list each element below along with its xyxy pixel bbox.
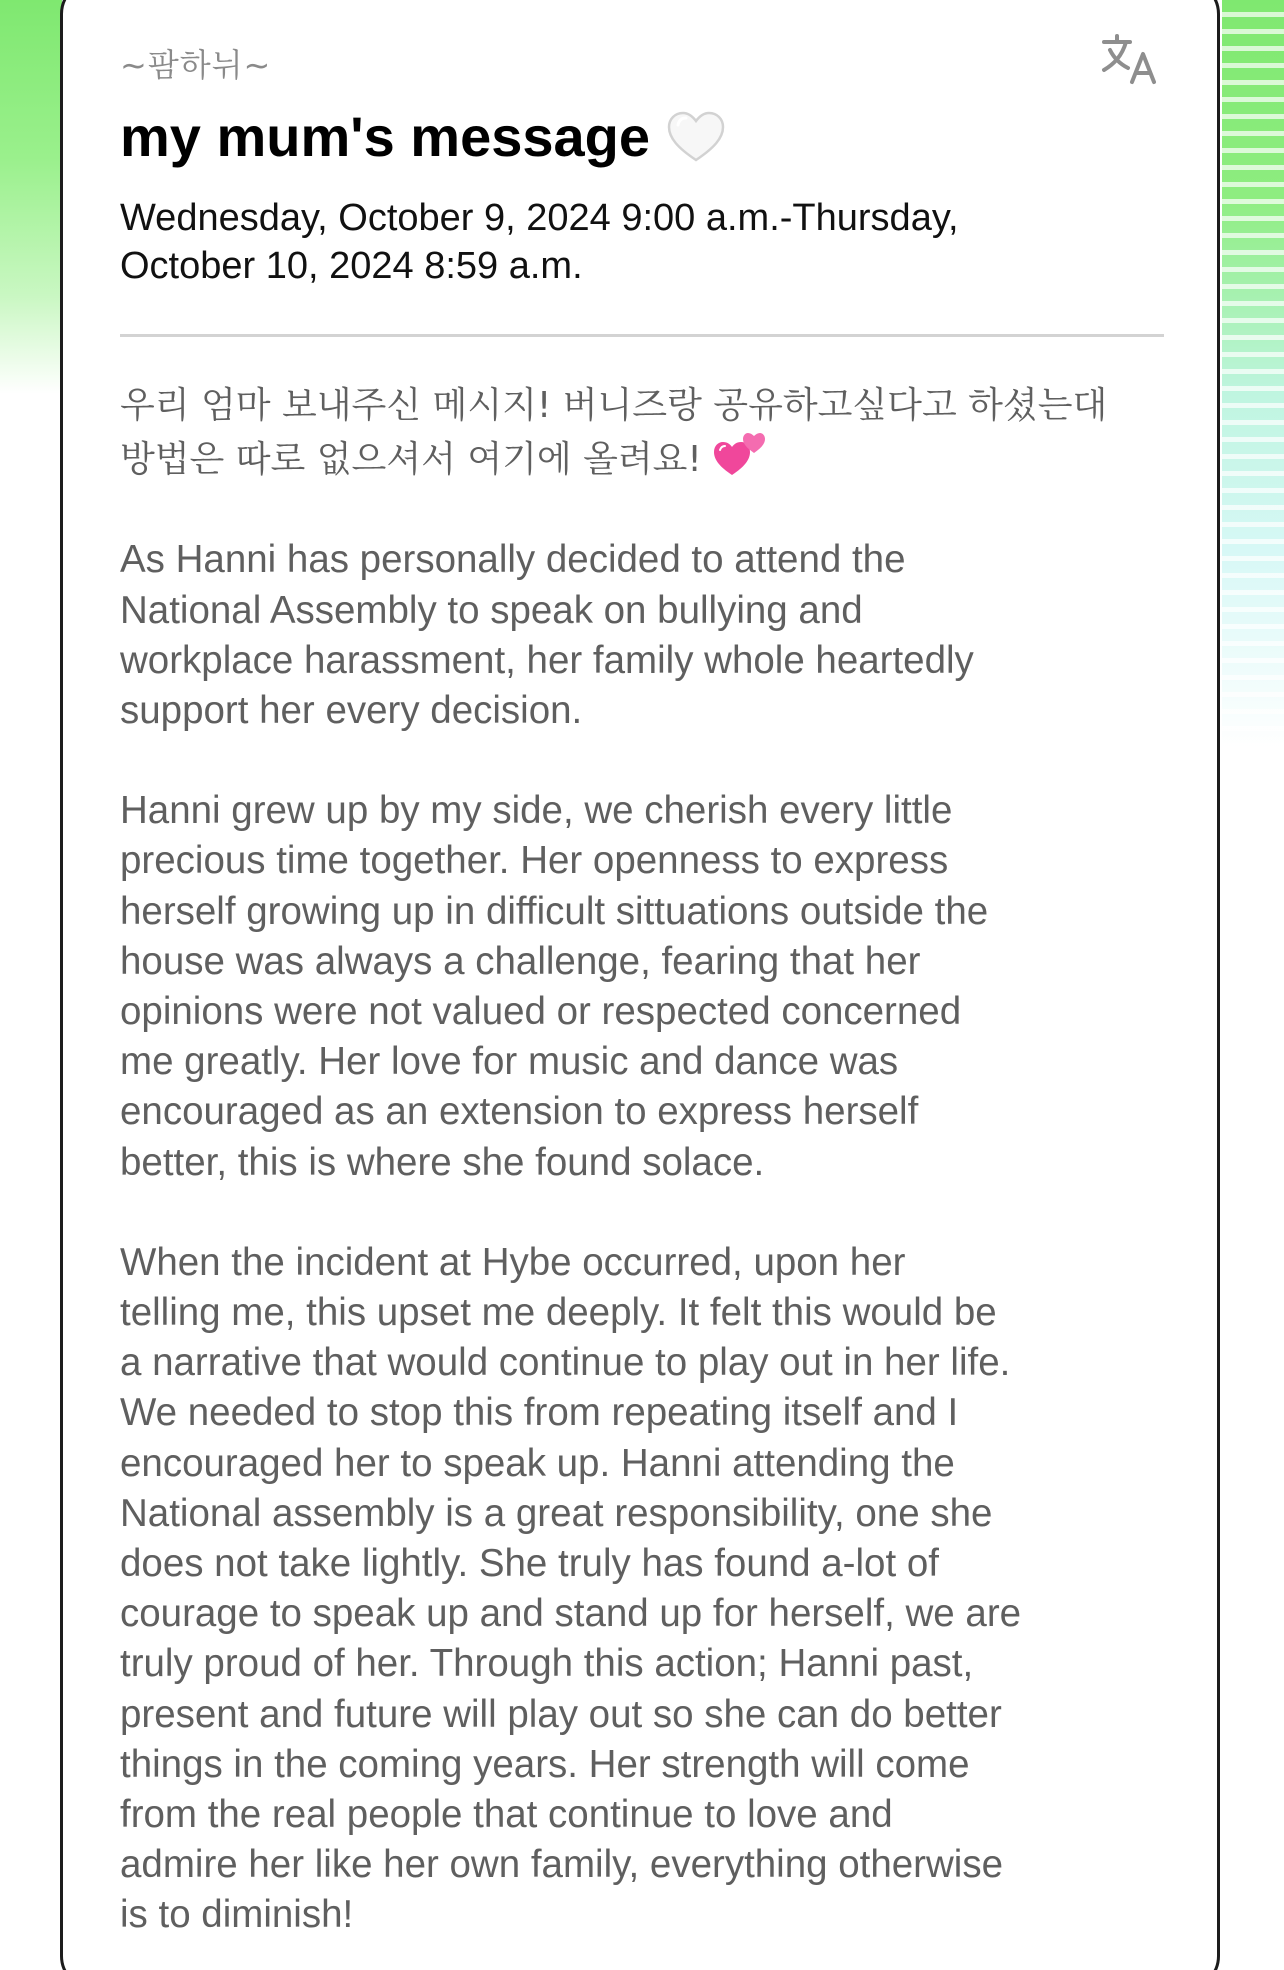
white-heart-icon xyxy=(666,110,726,164)
left-background-strip xyxy=(0,0,62,1970)
two-hearts-icon xyxy=(712,431,768,479)
message-body xyxy=(120,380,1170,1970)
message-paragraph: When the incident at Hybe occurred, upon her telling me, this upset me deeply. It felt this would be a narrative that would continue to play out in her life. We needed to stop this from repeating itself and I encouraged her to speak up. Hanni attending the National assembly is a great responsibility, one she does not take lightly. She truly has found a-lot of courage to speak up and stand up for herself, we are truly proud of her. Through this action; Hanni past, present and future will play out so she can do better things in the coming years. Her strength will come from the real people that continue to love and admire her like her own family, everything otherwise is to diminish! xyxy=(120,1240,1022,1937)
post-title: my mum's message xyxy=(120,105,651,168)
title-row xyxy=(120,104,726,169)
author-name: ~팜하뉘~ xyxy=(120,46,272,84)
date-range: Wednesday, October 9, 2024 9:00 a.m.-Thursday, October 10, 2024 8:59 a.m. xyxy=(120,197,959,287)
message-paragraph: As Hanni has personally decided to attend the National Assembly to speak on bullying and workplace harassment, her family whole heartedly support her every decision. xyxy=(120,538,974,733)
korean-intro-text: 우리 엄마 보내주신 메시지! 버니즈랑 공유하고싶다고 하셨는대 방법은 따로 없으셔서 여기에 올려요! xyxy=(120,385,1108,481)
divider xyxy=(120,334,1164,337)
right-background-strip xyxy=(1222,0,1284,1970)
korean-intro-paragraph xyxy=(120,380,1170,485)
translate-icon[interactable] xyxy=(1100,32,1160,86)
message-paragraph: Hanni grew up by my side, we cherish every little precious time together. Her openness to express herself growing up in difficult sittuations outside the house was always a challenge, fearing that her opinions were not valued or respected concerned me greatly. Her love for music and dance was encouraged as an extension to express herself better, this is where she found solace. xyxy=(120,789,989,1184)
